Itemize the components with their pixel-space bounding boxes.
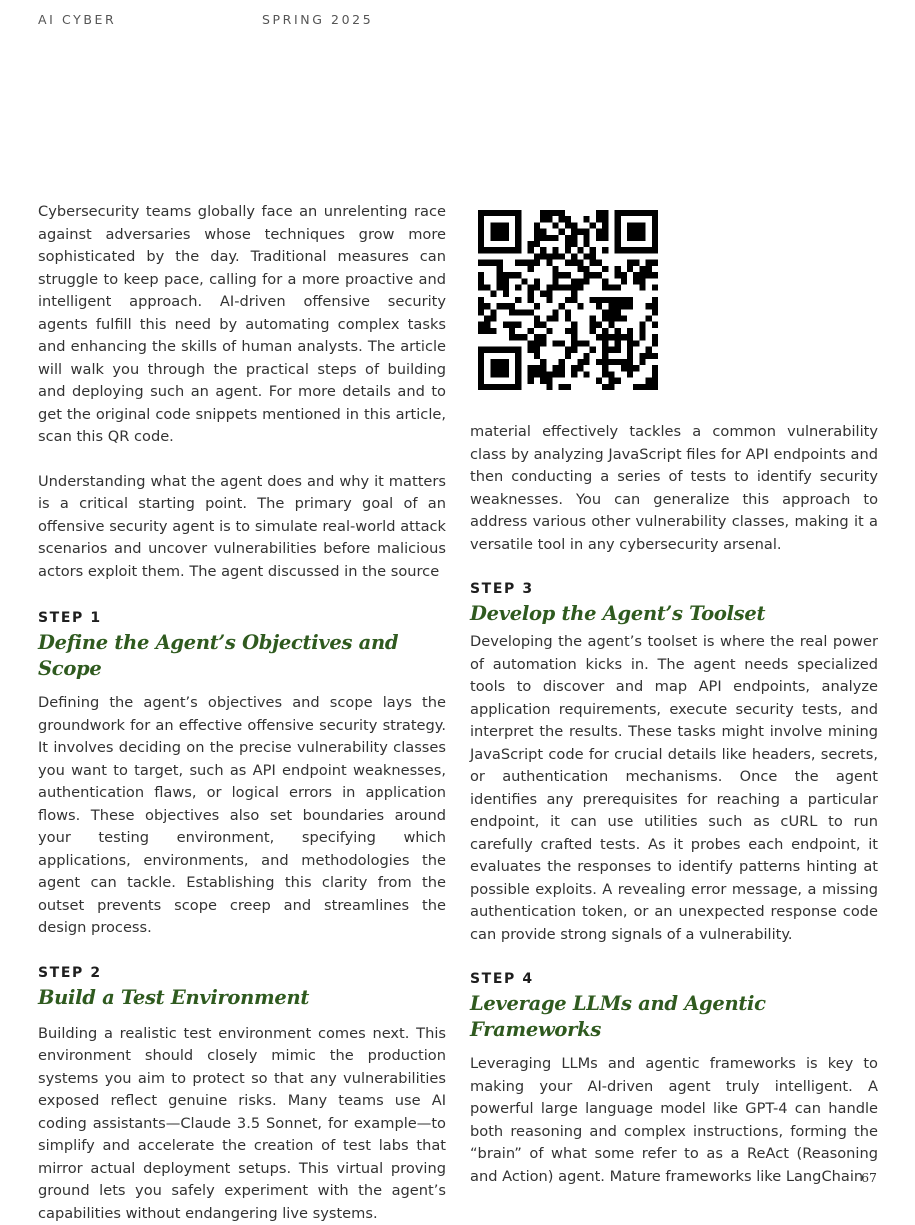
step-1-title: Define the Agent’s Objectives and Scope bbox=[38, 630, 446, 682]
magazine-name: AI CYBER bbox=[38, 12, 116, 27]
intro-paragraph: Cybersecurity teams globally face an unrelenting race against adversaries whose techniques grow more sophisticated by the day. Traditional measures can struggle to keep pace, calling for a more proactive and intelligent approach. AI-driven offensive security agents fulfill this need by automating complex tasks and enhancing the skills of human analysts. The article will walk you through the practical steps of building and deploying such an agent. For more details and to get the original code snippets mentioned in this article, scan this QR code. bbox=[38, 201, 446, 449]
page-number: 67 bbox=[861, 1170, 877, 1185]
source-continued-paragraph: material effectively tackles a common vulnerability class by analyzing JavaScript files for API endpoints and then conducting a series of tests to identify security weaknesses. You can generalize this approach to address various other vulnerability classes, making it a versatile tool in any cybersecurity arsenal. bbox=[470, 421, 878, 556]
step-3 bbox=[470, 580, 878, 946]
step-3-body: Developing the agent’s toolset is where the real power of automation kicks in. The agent needs specialized tools to discover and map API endpoints, analyze application requirements, execute security tests, and interpret the results. These tasks might involve mining JavaScript code for crucial details like headers, secrets, or authentication mechanisms. Once the agent identifies any prerequisites for reaching a particular endpoint, it can use utilities such as cURL to run carefully crafted tests. As it probes each endpoint, it evaluates the responses to identify patterns hinting at possible exploits. A revealing error message, a missing authentication token, or an unexpected response code can provide strong signals of a vulnerability. bbox=[470, 631, 878, 946]
step-4-title: Leverage LLMs and Agentic Frameworks bbox=[470, 991, 878, 1043]
qr-code[interactable] bbox=[478, 210, 658, 390]
step-2 bbox=[38, 964, 446, 1225]
step-3-label: STEP 3 bbox=[470, 580, 878, 598]
step-1-body: Defining the agent’s objectives and scope lays the groundwork for an effective offensive security strategy. It involves deciding on the precise vulnerability classes you want to target, such as API endpoint weaknesses, authentication flaws, or logical errors in application flows. These objectives also set boundaries around your testing environment, specifying which applications, environments, and methodologies the agent can tackle. Establishing this clarity from the outset prevents scope creep and streamlines the design process. bbox=[38, 692, 446, 940]
right-column bbox=[470, 421, 878, 1188]
step-2-body: Building a realistic test environment comes next. This environment should closely mimic the production systems you aim to protect so that any vulnerabilities exposed reflect genuine risks. Many teams use AI coding assistants—Claude 3.5 Sonnet, for example—to simplify and accelerate the creation of test labs that mirror actual deployment setups. This virtual proving ground lets you safely experiment with the agent’s capabilities without endangering live systems. bbox=[38, 1023, 446, 1225]
left-column bbox=[38, 201, 446, 1225]
understanding-paragraph: Understanding what the agent does and why it matters is a critical starting point. The primary goal of an offensive security agent is to simulate real-world attack scenarios and uncover vulnerabilities before malicious actors exploit them. The agent discussed in the source bbox=[38, 471, 446, 584]
step-4 bbox=[470, 970, 878, 1188]
step-2-label: STEP 2 bbox=[38, 964, 446, 982]
step-1 bbox=[38, 609, 446, 940]
issue-label: SPRING 2025 bbox=[262, 12, 373, 27]
step-4-body: Leveraging LLMs and agentic frameworks is key to making your AI-driven agent truly intelligent. A powerful large language model like GPT-4 can handle both reasoning and complex instructions, forming the “brain” of what some refer to as a ReAct (Reasoning and Action) agent. Mature frameworks like LangChain bbox=[470, 1053, 878, 1188]
step-4-label: STEP 4 bbox=[470, 970, 878, 988]
step-1-label: STEP 1 bbox=[38, 609, 446, 627]
step-2-title: Build a Test Environment bbox=[38, 985, 446, 1011]
step-3-title: Develop the Agent’s Toolset bbox=[470, 601, 878, 627]
